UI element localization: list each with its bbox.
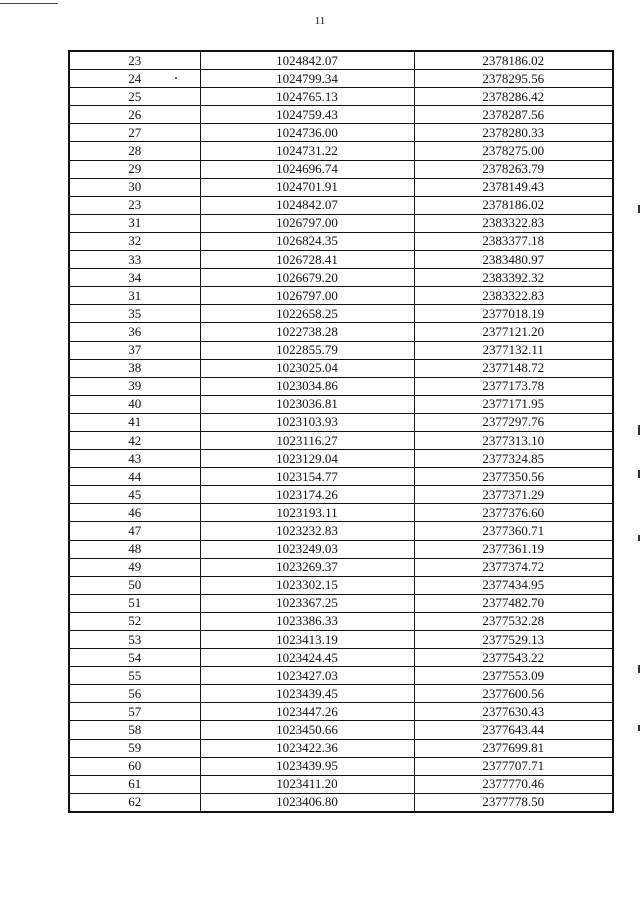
table-row <box>69 540 613 558</box>
point-number-cell: 61 <box>69 775 200 793</box>
x-coordinate-cell: 1024759.43 <box>200 106 414 124</box>
x-coordinate-cell: 1024736.00 <box>200 124 414 142</box>
point-number-cell: 41 <box>69 413 200 431</box>
table-row <box>69 88 613 106</box>
y-coordinate-cell: 2383480.97 <box>414 251 613 269</box>
point-number-cell: 62 <box>69 793 200 812</box>
table-row <box>69 341 613 359</box>
point-number-cell: 53 <box>69 631 200 649</box>
table-row <box>69 251 613 269</box>
y-coordinate-cell: 2377313.10 <box>414 431 613 449</box>
table-row <box>69 504 613 522</box>
x-coordinate-cell: 1026679.20 <box>200 269 414 287</box>
point-number-cell: 60 <box>69 757 200 775</box>
y-coordinate-cell: 2377543.22 <box>414 649 613 667</box>
point-number-cell: 39 <box>69 377 200 395</box>
y-coordinate-cell: 2377324.85 <box>414 450 613 468</box>
x-coordinate-cell: 1024696.74 <box>200 160 414 178</box>
y-coordinate-cell: 2383322.83 <box>414 214 613 232</box>
x-coordinate-cell: 1023103.93 <box>200 413 414 431</box>
x-coordinate-cell: 1023249.03 <box>200 540 414 558</box>
point-number-cell: 58 <box>69 721 200 739</box>
table-row <box>69 160 613 178</box>
point-number-cell: 30 <box>69 178 200 196</box>
x-coordinate-cell: 1026824.35 <box>200 232 414 250</box>
table-row <box>69 468 613 486</box>
coordinates-table <box>68 50 614 813</box>
x-coordinate-cell: 1023439.95 <box>200 757 414 775</box>
y-coordinate-cell: 2378186.02 <box>414 196 613 214</box>
table-row <box>69 486 613 504</box>
x-coordinate-cell: 1023193.11 <box>200 504 414 522</box>
y-coordinate-cell: 2377350.56 <box>414 468 613 486</box>
table-row <box>69 70 613 88</box>
y-coordinate-cell: 2377707.71 <box>414 757 613 775</box>
x-coordinate-cell: 1022658.25 <box>200 305 414 323</box>
y-coordinate-cell: 2377529.13 <box>414 631 613 649</box>
x-coordinate-cell: 1023439.45 <box>200 685 414 703</box>
x-coordinate-cell: 1023411.20 <box>200 775 414 793</box>
point-number-cell: 32 <box>69 232 200 250</box>
x-coordinate-cell: 1026797.00 <box>200 287 414 305</box>
table-row <box>69 413 613 431</box>
x-coordinate-cell: 1024701.91 <box>200 178 414 196</box>
x-coordinate-cell: 1023034.86 <box>200 377 414 395</box>
table-row <box>69 431 613 449</box>
table-row <box>69 703 613 721</box>
y-coordinate-cell: 2377371.29 <box>414 486 613 504</box>
scan-edge-mark <box>0 3 58 4</box>
x-coordinate-cell: 1024731.22 <box>200 142 414 160</box>
y-coordinate-cell: 2383392.32 <box>414 269 613 287</box>
point-number-cell: 59 <box>69 739 200 757</box>
table-row <box>69 631 613 649</box>
point-number-cell: 25 <box>69 88 200 106</box>
y-coordinate-cell: 2377770.46 <box>414 775 613 793</box>
point-number-cell: 54 <box>69 649 200 667</box>
x-coordinate-cell: 1024799.34 <box>200 70 414 88</box>
point-number-cell: 23 <box>69 51 200 70</box>
y-coordinate-cell: 2377778.50 <box>414 793 613 812</box>
y-coordinate-cell: 2377376.60 <box>414 504 613 522</box>
x-coordinate-cell: 1023129.04 <box>200 450 414 468</box>
table-row <box>69 667 613 685</box>
table-row <box>69 359 613 377</box>
table-row <box>69 178 613 196</box>
y-coordinate-cell: 2377532.28 <box>414 612 613 630</box>
point-number-cell: 35 <box>69 305 200 323</box>
x-coordinate-cell: 1024765.13 <box>200 88 414 106</box>
table-row <box>69 124 613 142</box>
table-row <box>69 323 613 341</box>
table-row <box>69 558 613 576</box>
y-coordinate-cell: 2377553.09 <box>414 667 613 685</box>
y-coordinate-cell: 2377361.19 <box>414 540 613 558</box>
table-row <box>69 721 613 739</box>
table-row <box>69 739 613 757</box>
point-number-cell: 31 <box>69 287 200 305</box>
y-coordinate-cell: 2377171.95 <box>414 395 613 413</box>
x-coordinate-cell: 1023386.33 <box>200 612 414 630</box>
x-coordinate-cell: 1024842.07 <box>200 196 414 214</box>
point-number-cell: 50 <box>69 576 200 594</box>
table-row <box>69 685 613 703</box>
point-number-cell: 31 <box>69 214 200 232</box>
table-row <box>69 522 613 540</box>
table-row <box>69 51 613 70</box>
point-number-cell: 37 <box>69 341 200 359</box>
point-number-cell: 57 <box>69 703 200 721</box>
y-coordinate-cell: 2377699.81 <box>414 739 613 757</box>
y-coordinate-cell: 2377148.72 <box>414 359 613 377</box>
y-coordinate-cell: 2378263.79 <box>414 160 613 178</box>
y-coordinate-cell: 2378280.33 <box>414 124 613 142</box>
table-row <box>69 106 613 124</box>
point-number-cell: 29 <box>69 160 200 178</box>
x-coordinate-cell: 1024842.07 <box>200 51 414 70</box>
table-row <box>69 196 613 214</box>
table-row <box>69 377 613 395</box>
point-number-cell: 49 <box>69 558 200 576</box>
x-coordinate-cell: 1026797.00 <box>200 214 414 232</box>
y-coordinate-cell: 2383377.18 <box>414 232 613 250</box>
y-coordinate-cell: 2377018.19 <box>414 305 613 323</box>
y-coordinate-cell: 2378287.56 <box>414 106 613 124</box>
table-row <box>69 395 613 413</box>
point-number-cell: 26 <box>69 106 200 124</box>
y-coordinate-cell: 2377482.70 <box>414 594 613 612</box>
table-row <box>69 450 613 468</box>
x-coordinate-cell: 1023413.19 <box>200 631 414 649</box>
table-row <box>69 757 613 775</box>
y-coordinate-cell: 2383322.83 <box>414 287 613 305</box>
table-row <box>69 649 613 667</box>
point-number-cell: 38 <box>69 359 200 377</box>
y-coordinate-cell: 2378275.00 <box>414 142 613 160</box>
y-coordinate-cell: 2377297.76 <box>414 413 613 431</box>
table-row <box>69 576 613 594</box>
point-number-cell: 42 <box>69 431 200 449</box>
x-coordinate-cell: 1023154.77 <box>200 468 414 486</box>
table-row <box>69 142 613 160</box>
table-row <box>69 214 613 232</box>
table-row <box>69 269 613 287</box>
point-number-cell: 46 <box>69 504 200 522</box>
x-coordinate-cell: 1023232.83 <box>200 522 414 540</box>
x-coordinate-cell: 1023422.36 <box>200 739 414 757</box>
point-number-cell: 47 <box>69 522 200 540</box>
point-number-cell: 36 <box>69 323 200 341</box>
x-coordinate-cell: 1023302.15 <box>200 576 414 594</box>
table-row <box>69 305 613 323</box>
y-coordinate-cell: 2377434.95 <box>414 576 613 594</box>
point-number-cell: 44 <box>69 468 200 486</box>
y-coordinate-cell: 2377360.71 <box>414 522 613 540</box>
y-coordinate-cell: 2377643.44 <box>414 721 613 739</box>
point-number-cell: 34 <box>69 269 200 287</box>
y-coordinate-cell: 2378186.02 <box>414 51 613 70</box>
y-coordinate-cell: 2378149.43 <box>414 178 613 196</box>
point-number-cell: 52 <box>69 612 200 630</box>
table-row <box>69 612 613 630</box>
coordinates-table-container <box>68 50 612 813</box>
x-coordinate-cell: 1022855.79 <box>200 341 414 359</box>
table-row <box>69 775 613 793</box>
x-coordinate-cell: 1023424.45 <box>200 649 414 667</box>
table-row <box>69 594 613 612</box>
x-coordinate-cell: 1023450.66 <box>200 721 414 739</box>
x-coordinate-cell: 1026728.41 <box>200 251 414 269</box>
point-number-cell: 51 <box>69 594 200 612</box>
y-coordinate-cell: 2377600.56 <box>414 685 613 703</box>
x-coordinate-cell: 1023269.37 <box>200 558 414 576</box>
coordinates-table-body <box>69 51 613 812</box>
x-coordinate-cell: 1023025.04 <box>200 359 414 377</box>
x-coordinate-cell: 1023036.81 <box>200 395 414 413</box>
point-number-cell: 24 <box>69 70 200 88</box>
table-row <box>69 287 613 305</box>
y-coordinate-cell: 2378295.56 <box>414 70 613 88</box>
y-coordinate-cell: 2377121.20 <box>414 323 613 341</box>
y-coordinate-cell: 2377374.72 <box>414 558 613 576</box>
x-coordinate-cell: 1023447.26 <box>200 703 414 721</box>
point-number-cell: 48 <box>69 540 200 558</box>
x-coordinate-cell: 1023427.03 <box>200 667 414 685</box>
x-coordinate-cell: 1023116.27 <box>200 431 414 449</box>
x-coordinate-cell: 1023367.25 <box>200 594 414 612</box>
point-number-cell: 27 <box>69 124 200 142</box>
point-number-cell: 23 <box>69 196 200 214</box>
y-coordinate-cell: 2377630.43 <box>414 703 613 721</box>
point-number-cell: 28 <box>69 142 200 160</box>
x-coordinate-cell: 1023406.80 <box>200 793 414 812</box>
point-number-cell: 45 <box>69 486 200 504</box>
point-number-cell: 55 <box>69 667 200 685</box>
table-row <box>69 793 613 812</box>
table-row <box>69 232 613 250</box>
y-coordinate-cell: 2378286.42 <box>414 88 613 106</box>
y-coordinate-cell: 2377173.78 <box>414 377 613 395</box>
point-number-cell: 43 <box>69 450 200 468</box>
y-coordinate-cell: 2377132.11 <box>414 341 613 359</box>
page-number: 11 <box>314 15 326 27</box>
x-coordinate-cell: 1023174.26 <box>200 486 414 504</box>
point-number-cell: 40 <box>69 395 200 413</box>
point-number-cell: 33 <box>69 251 200 269</box>
x-coordinate-cell: 1022738.28 <box>200 323 414 341</box>
point-number-cell: 56 <box>69 685 200 703</box>
